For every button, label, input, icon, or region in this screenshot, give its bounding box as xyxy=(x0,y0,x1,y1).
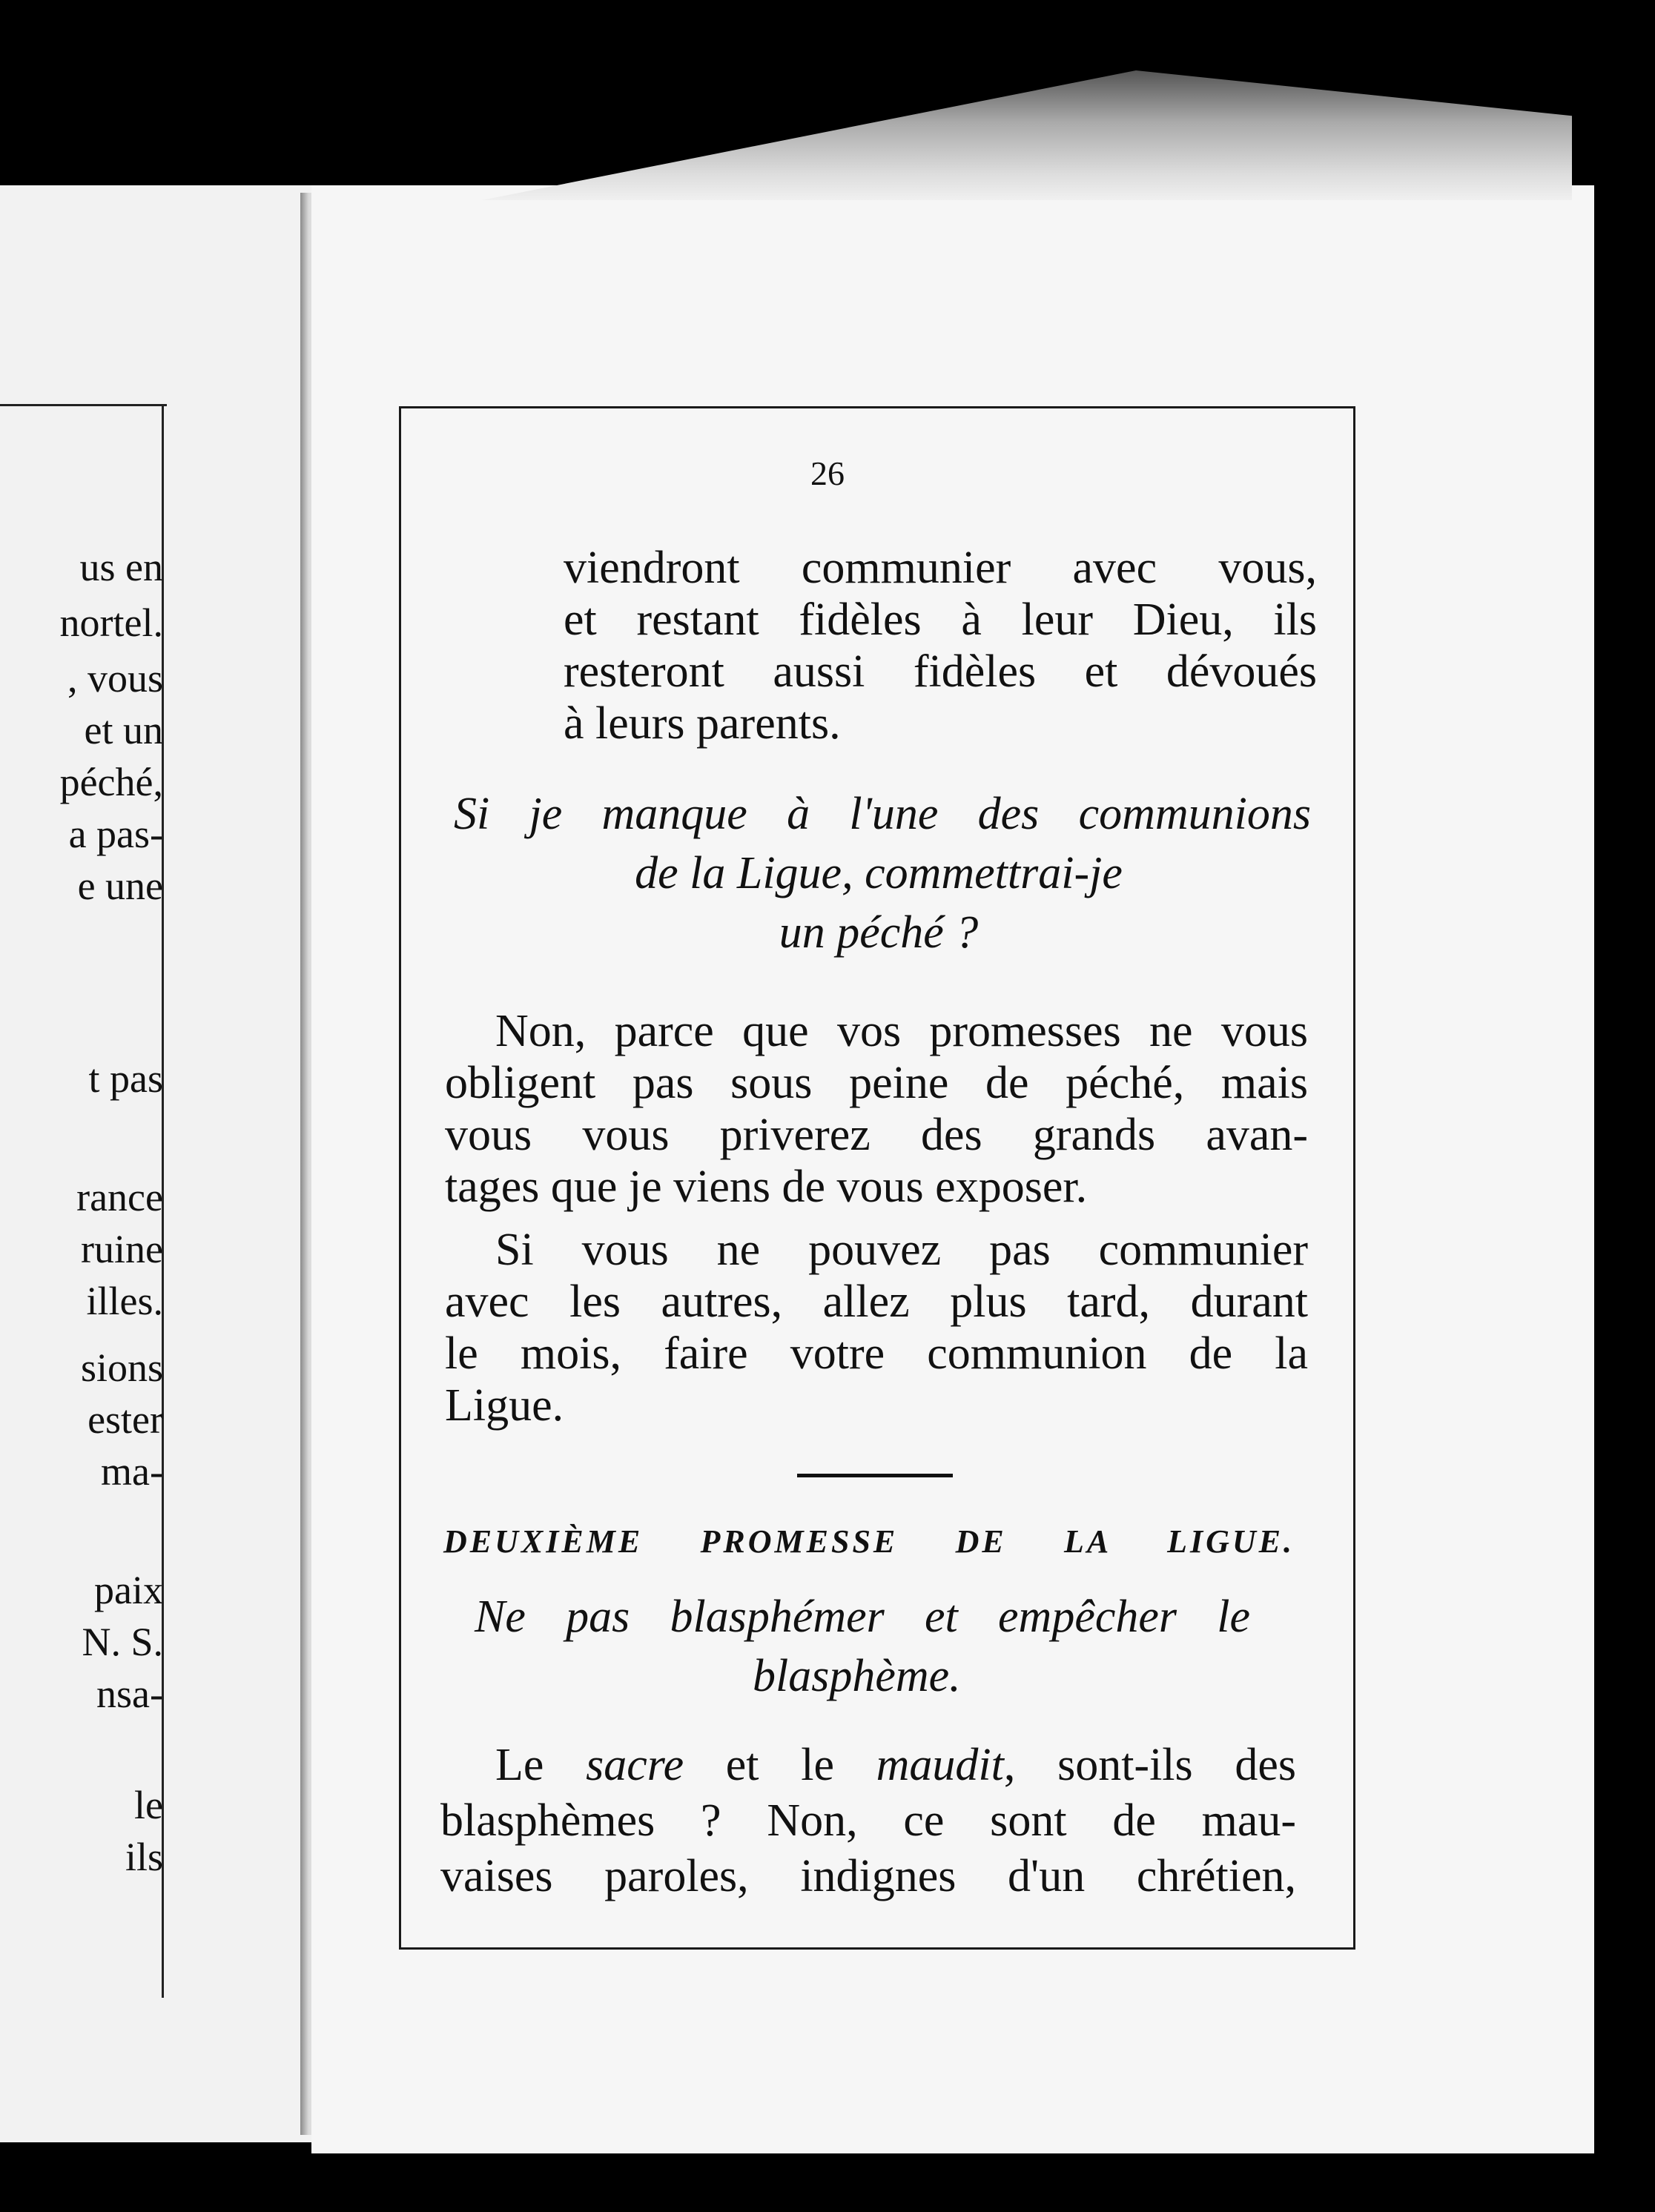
left-page-line: ma- xyxy=(101,1449,163,1494)
left-page-line: et un xyxy=(84,708,163,752)
intro-line: resteront aussi fidèles et dévoués xyxy=(564,646,1317,697)
answer-line: le mois, faire votre communion de la xyxy=(445,1328,1308,1379)
final-line: vaises paroles, indignes d'un chrétien, xyxy=(440,1851,1296,1901)
left-page-line: péché, xyxy=(59,760,163,804)
left-page-line: rance xyxy=(76,1175,163,1219)
question-heading-line: Si je manque à l'une des communions xyxy=(454,789,1311,839)
section-title: DEUXIÈME PROMESSE DE LA LIGUE. xyxy=(443,1523,1295,1560)
left-page-line: illes. xyxy=(86,1279,163,1323)
intro-line: à leurs parents. xyxy=(564,698,841,749)
final-line-part: , sont-ils des xyxy=(1003,1740,1296,1790)
left-page-line: nortel. xyxy=(59,600,163,645)
final-line-emphasis: maudit xyxy=(876,1740,1004,1790)
final-line-emphasis: sacre xyxy=(586,1740,684,1790)
answer-line: Si vous ne pouvez pas communier xyxy=(495,1225,1308,1275)
answer-line: obligent pas sous peine de péché, mais xyxy=(445,1058,1308,1108)
page-edges-stack xyxy=(482,70,1572,200)
page-number: 26 xyxy=(810,454,845,492)
left-page-line: a pas- xyxy=(68,812,163,856)
left-page-line: paix xyxy=(94,1568,163,1612)
final-line-part: Le xyxy=(495,1740,587,1790)
left-page-line: us en xyxy=(79,545,163,589)
final-line-part: et le xyxy=(684,1740,876,1790)
section-divider-rule xyxy=(797,1474,953,1477)
left-page-line: ruine xyxy=(81,1227,163,1271)
promise-heading-line: Ne pas blasphémer et empêcher le xyxy=(475,1592,1250,1642)
left-frame-border-top xyxy=(0,404,167,406)
left-page-line: nsa- xyxy=(96,1672,163,1716)
final-line: blasphèmes ? Non, ce sont de mau- xyxy=(440,1795,1296,1846)
left-page-line: le xyxy=(134,1783,163,1827)
left-page-line: N. S. xyxy=(82,1620,163,1664)
left-page-line: e une xyxy=(77,864,163,908)
answer-line: avec les autres, allez plus tard, durant xyxy=(445,1276,1308,1327)
answer-line: tages que je viens de vous exposer. xyxy=(445,1162,1088,1212)
left-page-line: ester xyxy=(87,1397,163,1442)
intro-line: viendront communier avec vous, xyxy=(564,543,1317,593)
final-line xyxy=(495,1738,1296,1792)
intro-line: et restant fidèles à leur Dieu, ils xyxy=(564,595,1317,645)
left-page-line: ils xyxy=(125,1835,163,1879)
answer-line: vous vous priverez des grands avan- xyxy=(445,1110,1308,1160)
answer-line: Non, parce que vos promesses ne vous xyxy=(495,1006,1308,1056)
question-heading-line: un péché ? xyxy=(779,907,979,958)
question-heading-line: de la Ligue, commettrai-je xyxy=(635,848,1123,898)
answer-line: Ligue. xyxy=(445,1380,564,1431)
left-page-line: sions xyxy=(80,1345,163,1390)
left-page-line: t pas xyxy=(88,1056,163,1101)
left-page-line: , vous xyxy=(67,656,163,701)
promise-heading-line: blasphème. xyxy=(753,1651,961,1701)
